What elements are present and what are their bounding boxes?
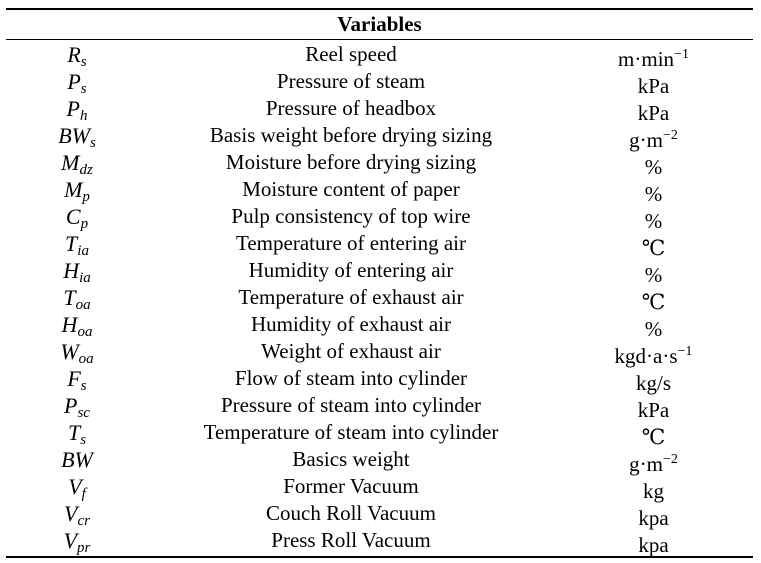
table-row	[6, 41, 753, 71]
variable-unit	[554, 365, 753, 395]
symbol-subscript: ia	[79, 270, 91, 286]
table-row	[6, 365, 753, 395]
variable-unit	[554, 41, 753, 71]
unit-text: kg	[643, 479, 664, 503]
symbol-base: T	[65, 231, 78, 256]
unit-text: ℃	[641, 290, 666, 314]
symbol-base: BW	[58, 123, 90, 148]
variable-description: Moisture before drying sizing	[225, 150, 477, 174]
unit-text: kgd·a·s	[614, 344, 678, 368]
variable-symbol	[6, 392, 148, 419]
symbol-base: V	[64, 501, 78, 526]
unit-text: kpa	[638, 533, 669, 557]
symbol-base: H	[61, 312, 78, 337]
symbol-subscript: sc	[77, 405, 90, 421]
symbol-base: R	[67, 42, 81, 67]
variable-unit	[554, 500, 753, 530]
variable-description: Basics weight	[292, 447, 410, 471]
table-row	[6, 284, 753, 314]
unit-text: ℃	[641, 425, 666, 449]
unit-superscript: −1	[674, 47, 689, 62]
variable-description: Humidity of exhaust air	[250, 312, 452, 336]
variable-description: Weight of exhaust air	[261, 339, 441, 363]
variable-symbol	[6, 365, 148, 392]
table-row	[6, 500, 753, 530]
variable-description: Pressure of headbox	[265, 96, 437, 120]
symbol-base: P	[66, 96, 80, 121]
symbol-base: P	[67, 69, 81, 94]
symbol-subscript: dz	[79, 162, 93, 178]
unit-text: kg/s	[635, 371, 671, 395]
table-header: Variables	[337, 12, 422, 36]
variable-description: Pressure of steam	[276, 69, 426, 93]
variable-symbol	[6, 311, 148, 338]
unit-text: kpa	[638, 506, 669, 530]
table-row	[6, 149, 753, 179]
variable-symbol	[6, 284, 148, 311]
symbol-subscript: s	[80, 54, 87, 70]
symbol-subscript: oa	[78, 351, 94, 367]
symbol-base: P	[64, 393, 78, 418]
unit-text: %	[644, 263, 663, 287]
unit-superscript: −2	[662, 452, 678, 467]
variable-description: Humidity of entering air	[248, 258, 454, 282]
variable-description: Press Roll Vacuum	[271, 528, 431, 552]
table-row	[6, 527, 753, 557]
table-row	[6, 392, 753, 422]
variable-description: Reel speed	[305, 42, 397, 66]
variable-description: Moisture content of paper	[242, 177, 460, 201]
table-row	[6, 257, 753, 287]
unit-text: kPa	[637, 101, 670, 125]
unit-superscript: −2	[662, 128, 678, 143]
table-row	[6, 95, 753, 125]
variable-symbol	[6, 419, 148, 446]
variable-unit	[554, 176, 753, 206]
unit-text: kPa	[637, 74, 670, 98]
unit-text: kPa	[637, 398, 670, 422]
variable-symbol	[6, 338, 148, 365]
table-body	[6, 40, 753, 556]
symbol-subscript: s	[89, 135, 96, 151]
table-row	[6, 311, 753, 341]
variable-symbol	[6, 257, 148, 284]
symbol-subscript: oa	[75, 297, 91, 313]
symbol-base: H	[63, 258, 80, 283]
unit-text: g·m	[629, 452, 663, 476]
variable-unit	[554, 149, 753, 179]
table-row	[6, 419, 753, 449]
variable-symbol	[6, 500, 148, 527]
variable-unit	[554, 68, 753, 98]
variable-description: Temperature of steam into cylinder	[203, 420, 499, 444]
table-row	[6, 176, 753, 206]
table-row	[6, 122, 753, 152]
variable-symbol	[6, 176, 148, 203]
variable-description: Pressure of steam into cylinder	[220, 393, 482, 417]
variable-symbol	[6, 203, 148, 230]
unit-text: %	[644, 317, 663, 341]
unit-text: %	[644, 182, 663, 206]
variable-symbol	[6, 41, 148, 68]
variable-unit	[554, 257, 753, 287]
variable-symbol	[6, 527, 148, 554]
table-row	[6, 68, 753, 98]
symbol-subscript: s	[80, 81, 87, 97]
variable-unit	[554, 419, 753, 449]
variable-symbol	[6, 446, 148, 473]
table-row	[6, 338, 753, 368]
symbol-base: M	[61, 150, 80, 175]
variable-description: Former Vacuum	[283, 474, 419, 498]
unit-text: g·m	[629, 128, 663, 152]
unit-text: m·min	[618, 47, 675, 71]
variable-symbol	[6, 473, 148, 500]
variable-unit	[554, 473, 753, 503]
variable-description: Couch Roll Vacuum	[266, 501, 436, 525]
symbol-subscript: pr	[77, 540, 91, 556]
symbol-subscript: s	[80, 378, 87, 394]
variable-unit	[554, 95, 753, 125]
variable-symbol	[6, 122, 148, 149]
variable-description: Temperature of exhaust air	[238, 285, 464, 309]
variable-description: Flow of steam into cylinder	[234, 366, 468, 390]
table-row	[6, 230, 753, 260]
symbol-base: C	[65, 204, 81, 229]
symbol-base: BW	[61, 447, 93, 472]
variable-unit	[554, 338, 753, 368]
symbol-subscript: p	[80, 216, 89, 232]
variable-symbol	[6, 149, 148, 176]
variable-symbol	[6, 95, 148, 122]
variable-unit	[554, 311, 753, 341]
table-row	[6, 473, 753, 503]
variable-unit	[554, 230, 753, 260]
unit-superscript: −1	[677, 344, 693, 359]
symbol-base: T	[63, 285, 76, 310]
variable-unit	[554, 527, 753, 557]
symbol-subscript: ia	[77, 243, 89, 259]
symbol-base: T	[67, 420, 81, 445]
symbol-subscript: p	[82, 189, 90, 205]
variable-description: Basis weight before drying sizing	[209, 123, 493, 147]
variable-description: Temperature of entering air	[236, 231, 466, 255]
variables-table	[6, 8, 753, 558]
symbol-base: V	[63, 528, 78, 553]
variable-unit	[554, 284, 753, 314]
variable-symbol	[6, 68, 148, 95]
symbol-subscript: f	[81, 486, 86, 502]
unit-text: %	[644, 155, 663, 179]
unit-text: ℃	[641, 236, 666, 260]
variable-unit	[554, 122, 753, 152]
symbol-base: F	[67, 366, 81, 391]
variable-unit	[554, 446, 753, 476]
table-row	[6, 446, 753, 476]
symbol-base: V	[68, 474, 82, 499]
table-row	[6, 203, 753, 233]
symbol-subscript: h	[79, 108, 88, 124]
symbol-base: W	[60, 339, 79, 364]
symbol-base: M	[64, 177, 83, 202]
unit-text: %	[644, 209, 663, 233]
variable-symbol	[6, 230, 148, 257]
variable-unit	[554, 392, 753, 422]
variable-description: Pulp consistency of top wire	[231, 204, 471, 228]
symbol-subscript: s	[80, 432, 87, 448]
symbol-subscript: cr	[77, 513, 90, 529]
symbol-subscript: oa	[77, 324, 93, 340]
variable-unit	[554, 203, 753, 233]
